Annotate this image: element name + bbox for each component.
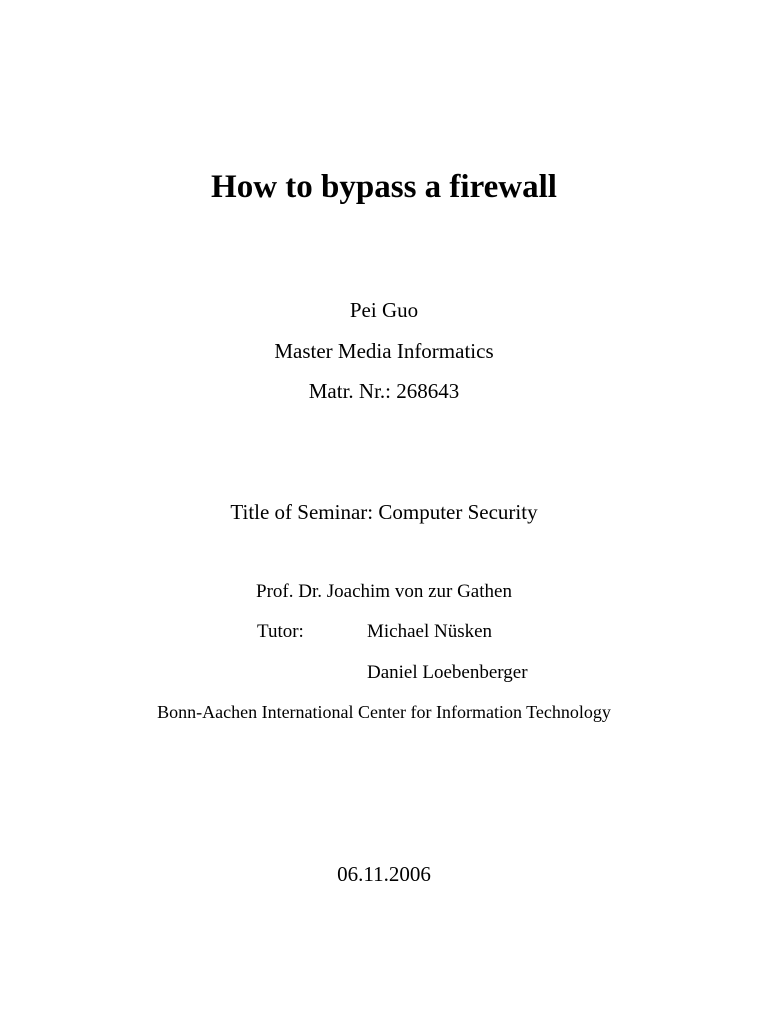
tutor-label: Tutor: xyxy=(257,621,304,642)
tutor-name: Michael Nüsken xyxy=(367,621,493,642)
seminar-title: Title of Seminar: Computer Security xyxy=(230,500,538,524)
professor-name: Prof. Dr. Joachim von zur Gathen xyxy=(256,581,512,602)
document-title: How to bypass a firewall xyxy=(211,169,557,205)
document-date: 06.11.2006 xyxy=(337,862,431,886)
study-program: Master Media Informatics xyxy=(274,339,494,363)
tutor-name: Daniel Loebenberger xyxy=(367,662,528,683)
author-name: Pei Guo xyxy=(349,298,419,322)
institute-name: Bonn-Aachen International Center for Information Technology xyxy=(157,702,611,722)
tutor-block xyxy=(0,622,768,682)
matriculation-number: Matr. Nr.: 268643 xyxy=(308,379,460,403)
